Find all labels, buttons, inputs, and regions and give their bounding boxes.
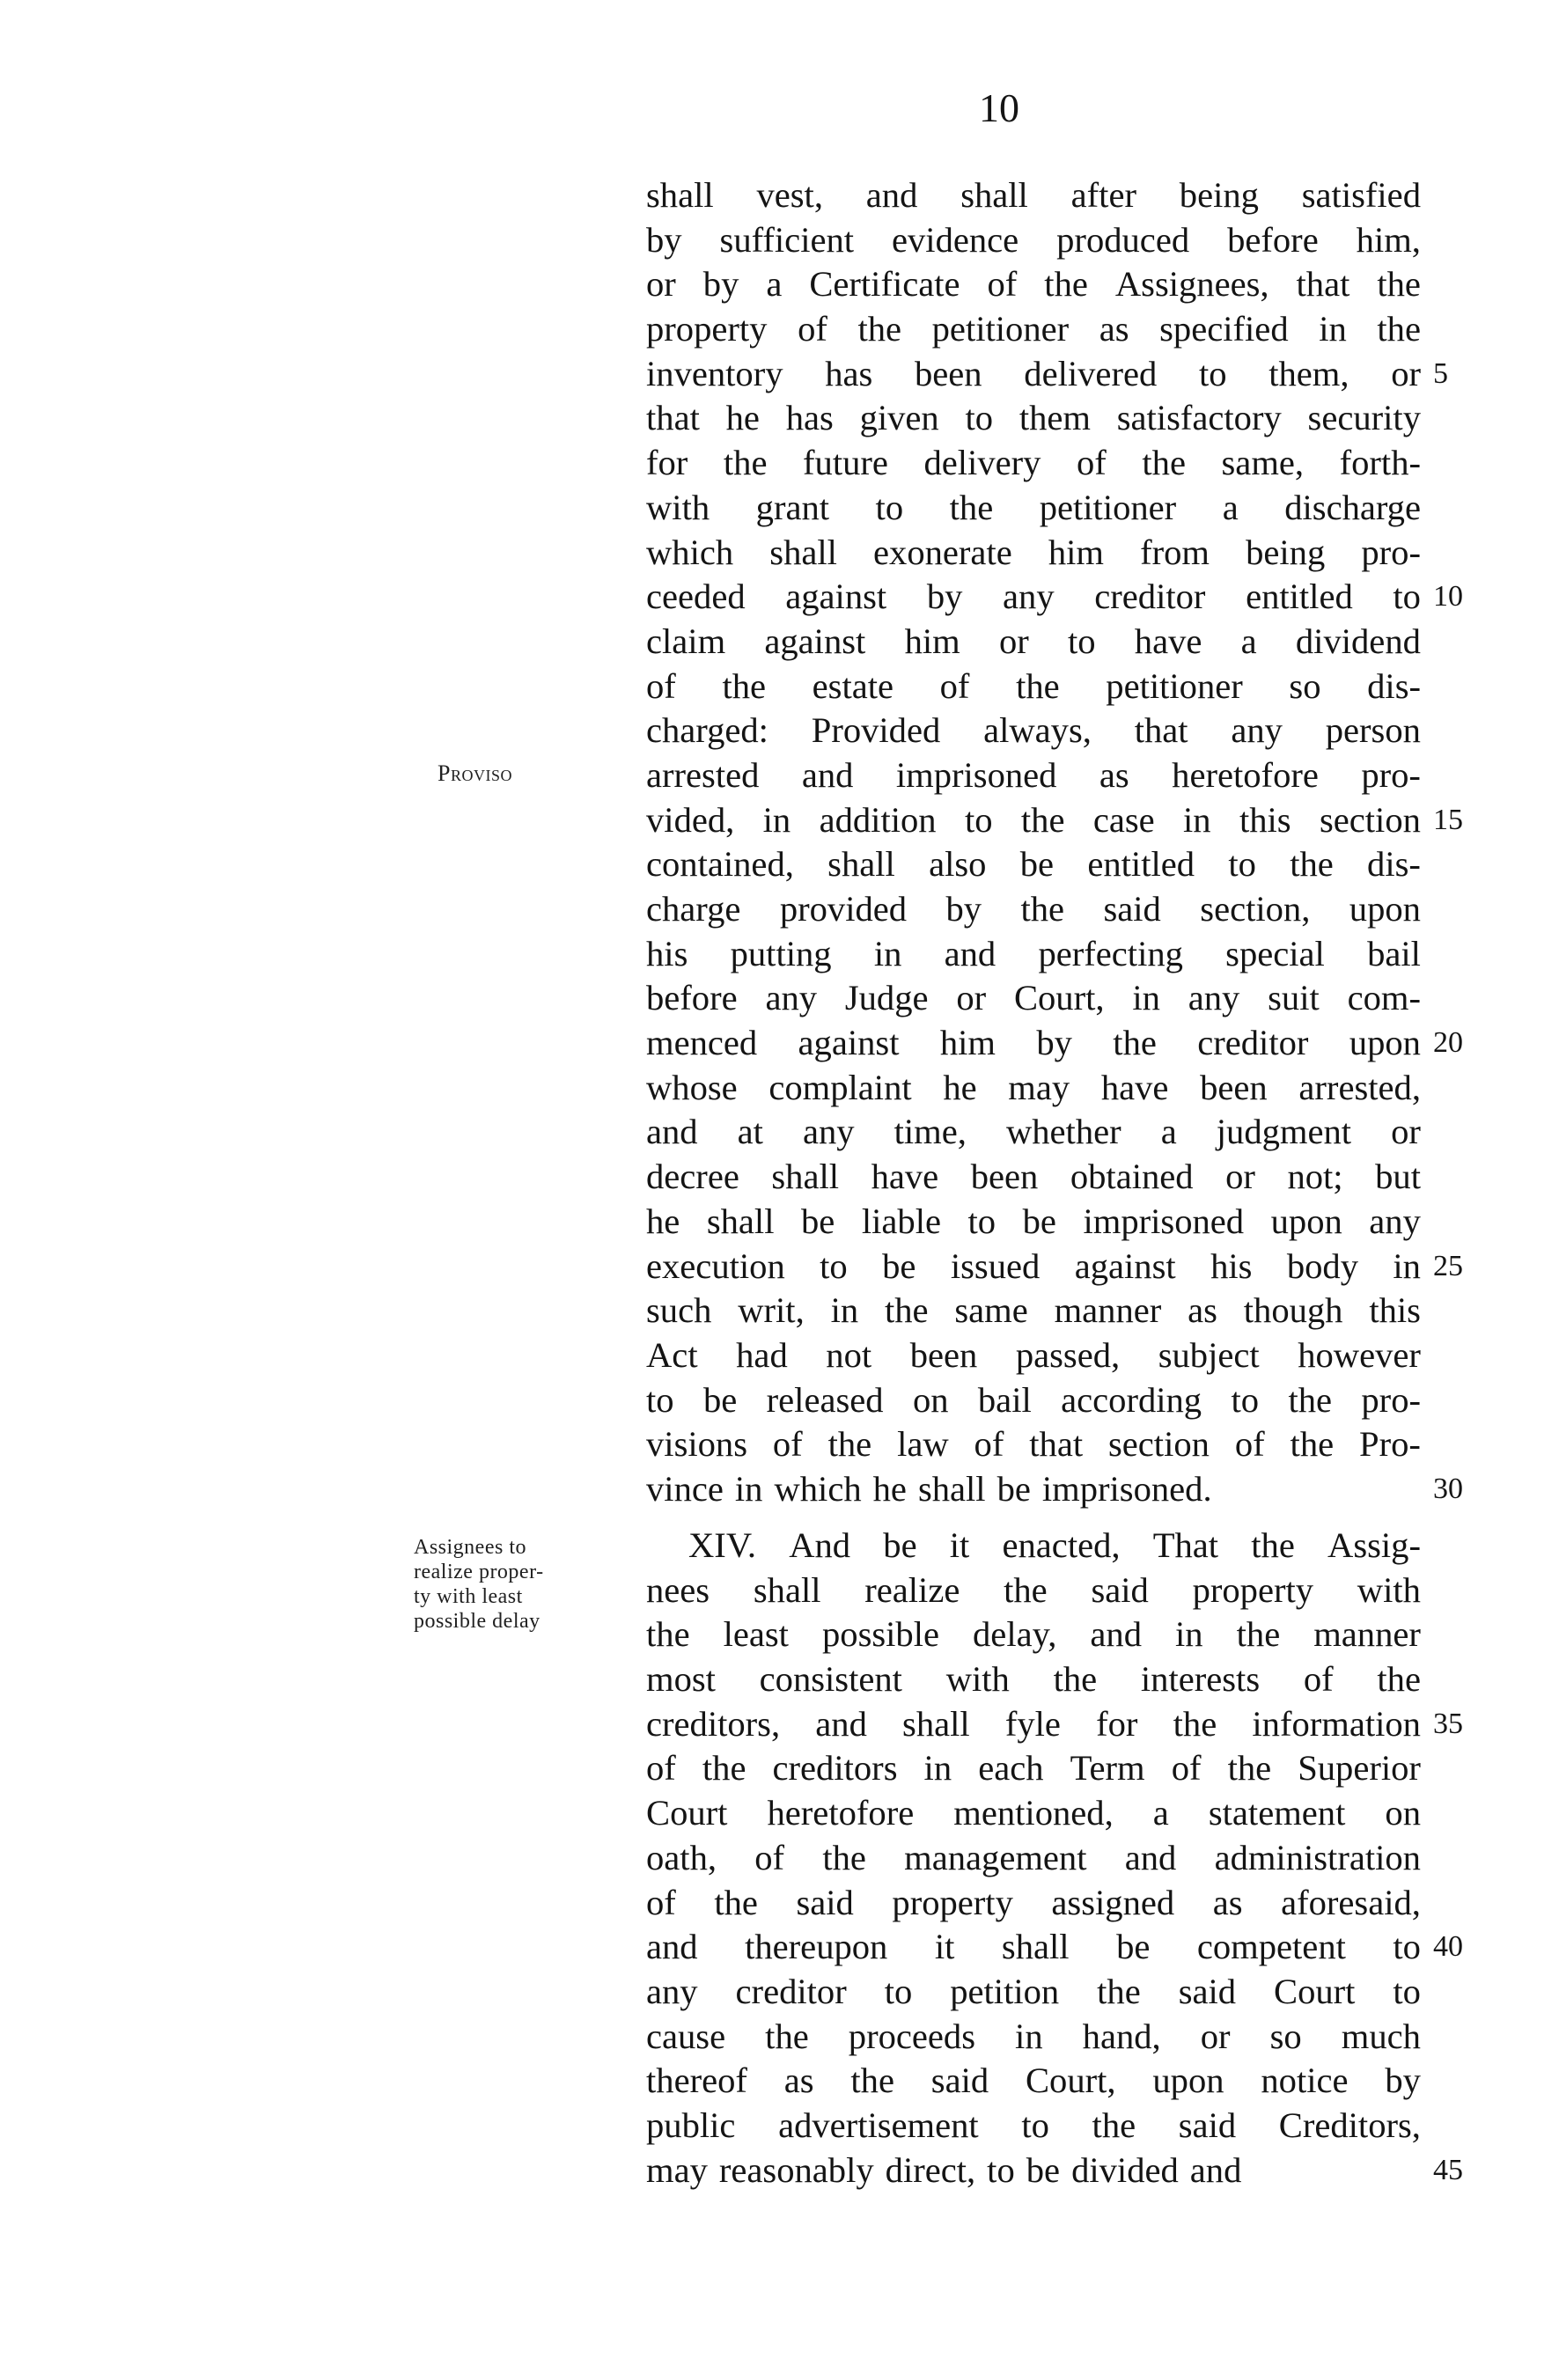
text-line: most consistent with the interests of the	[646, 1659, 1421, 1700]
text-line: menced against him by the creditor upon	[646, 1023, 1421, 1063]
line-number: 5	[1433, 356, 1448, 390]
text-line: to be released on bail according to the pro-	[646, 1379, 1421, 1420]
text-line: which shall exonerate him from being pro-	[646, 532, 1421, 572]
text-line: thereof as the said Court, upon notice by	[646, 2060, 1421, 2101]
text-line: public advertisement to the said Creditors,	[646, 2105, 1421, 2145]
text-line: of the said property assigned as aforesaid,	[646, 1882, 1421, 1922]
text-line: contained, shall also be entitled to the dis-	[646, 844, 1421, 885]
text-line: arrested and imprisoned as heretofore pro-	[646, 754, 1421, 795]
text-line: cause the proceeds in hand, or so much	[646, 2016, 1421, 2056]
section-14-text	[646, 1524, 1421, 2193]
text-line: nees shall realize the said property with	[646, 1569, 1421, 1610]
text-line: shall vest, and shall after being satisfied	[646, 175, 1421, 215]
text-line: with grant to the petitioner a discharge	[646, 487, 1421, 527]
text-line: may reasonably direct, to be divided and	[646, 2149, 1242, 2190]
line-number: 15	[1433, 803, 1463, 836]
text-line: visions of the law of that section of the Pro-	[646, 1424, 1421, 1465]
text-line: creditors, and shall fyle for the information	[646, 1703, 1421, 1744]
text-line: by sufficient evidence produced before him,	[646, 219, 1421, 260]
text-line: any creditor to petition the said Court to	[646, 1971, 1421, 2011]
margin-note-line: possible delay	[414, 1610, 541, 1633]
text-line: vided, in addition to the case in this section	[646, 799, 1421, 840]
text-line: decree shall have been obtained or not; but	[646, 1157, 1421, 1197]
margin-note-line: Assignees to	[414, 1536, 526, 1559]
text-line: claim against him or to have a dividend	[646, 621, 1421, 661]
section-13-text	[646, 173, 1421, 1512]
text-line: execution to be issued against his body in	[646, 1245, 1421, 1286]
text-line: his putting in and perfecting special bail	[646, 933, 1421, 973]
text-line: charged: Provided always, that any person	[646, 710, 1421, 751]
text-line: XIV. And be it enacted, That the Assig-	[688, 1525, 1421, 1565]
text-line: before any Judge or Court, in any suit com-	[646, 978, 1421, 1018]
text-line: charge provided by the said section, upon	[646, 889, 1421, 929]
margin-note-line: realize proper-	[414, 1561, 544, 1583]
line-number: 35	[1433, 1707, 1463, 1740]
line-number: 45	[1433, 2153, 1463, 2186]
text-line: such writ, in the same manner as though this	[646, 1290, 1421, 1331]
line-number: 40	[1433, 1930, 1463, 1964]
text-line: and at any time, whether a judgment or	[646, 1112, 1421, 1152]
text-line: Act had not been passed, subject however	[646, 1334, 1421, 1375]
line-number: 10	[1433, 580, 1463, 613]
text-line: for the future delivery of the same, forth-	[646, 443, 1421, 483]
margin-note-assignees	[414, 1535, 625, 1634]
line-number: 30	[1433, 1473, 1463, 1506]
text-line: he shall be liable to be imprisoned upon any	[646, 1201, 1421, 1241]
text-line: whose complaint he may have been arrested,	[646, 1067, 1421, 1107]
text-line: ceeded against by any creditor entitled to	[646, 577, 1421, 617]
text-line: Court heretofore mentioned, a statement on	[646, 1793, 1421, 1833]
text-line: the least possible delay, and in the manner	[646, 1614, 1421, 1655]
line-number: 20	[1433, 1026, 1463, 1060]
margin-note-line: ty with least	[414, 1585, 523, 1608]
line-number: 25	[1433, 1249, 1463, 1282]
text-line: of the creditors in each Term of the Superior	[646, 1748, 1421, 1789]
text-line: that he has given to them satisfactory security	[646, 398, 1421, 438]
page-number: 10	[979, 85, 1019, 130]
text-line: oath, of the management and administration	[646, 1837, 1421, 1877]
text-line: inventory has been delivered to them, or	[646, 353, 1421, 393]
text-line: of the estate of the petitioner so dis-	[646, 665, 1421, 706]
text-line: or by a Certificate of the Assignees, that the	[646, 264, 1421, 305]
text-line: property of the petitioner as specified in the	[646, 309, 1421, 349]
text-line: and thereupon it shall be competent to	[646, 1927, 1421, 1967]
text-line: vince in which he shall be imprisoned.	[646, 1468, 1212, 1509]
margin-note-proviso: Proviso	[438, 760, 512, 786]
